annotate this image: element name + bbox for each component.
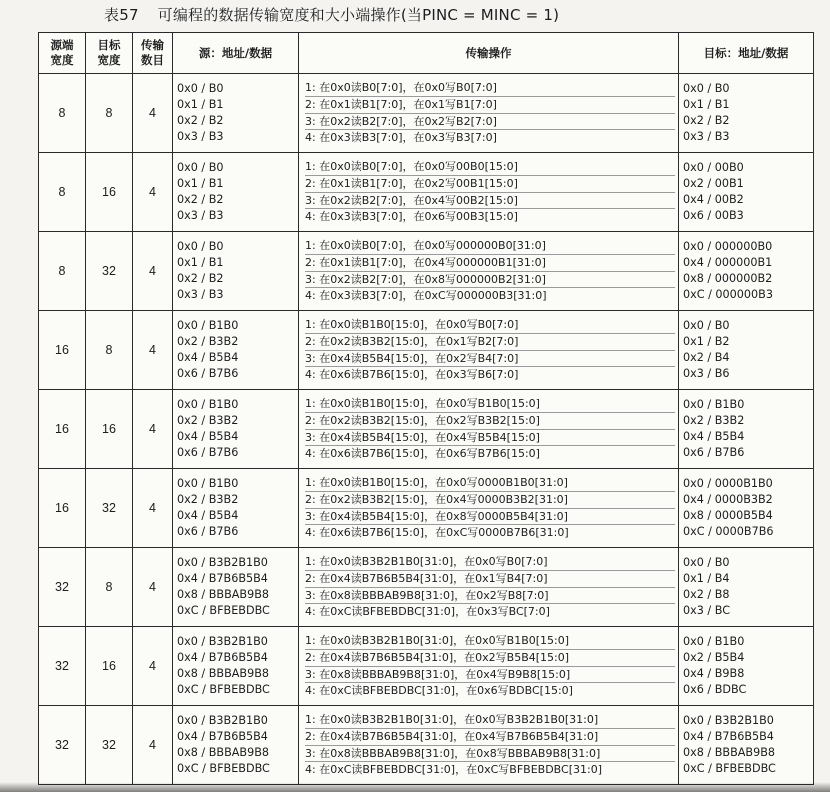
source-entry: 0x6 / B7B6 — [177, 366, 239, 380]
dest-entry: 0xC / 000000B3 — [683, 287, 773, 301]
dest-addr-data-cell — [679, 390, 814, 469]
dest-entry: 0x2 / 00B1 — [683, 177, 744, 191]
source-entry: 0x1 / B1 — [177, 98, 224, 112]
transfer-ops-cell — [299, 311, 679, 390]
table-title: 可编程的数据传输宽度和大小端操作(当PINC = MINC = 1) — [157, 6, 560, 24]
transfer-count-cell: 4 — [133, 548, 173, 627]
transfer-count-cell: 4 — [133, 469, 173, 548]
table-row — [39, 627, 814, 706]
transfer-op-line: 3: 在0x8读BBBAB9B8[31:0]，在0x8写BBBAB9B8[31:0] — [305, 746, 675, 763]
source-entry: 0x3 / B3 — [177, 208, 224, 222]
dest-width-cell: 32 — [86, 706, 133, 785]
dest-width-cell: 8 — [86, 548, 133, 627]
dest-entry: 0x0 / 000000B0 — [683, 240, 773, 254]
transfer-op-line: 1: 在0x0读B1B0[15:0]，在0x0写B1B0[15:0] — [305, 396, 675, 413]
dest-entry: 0x4 / B5B4 — [683, 430, 745, 443]
transfer-op-line: 3: 在0x4读B5B4[15:0]，在0x2写B4[7:0] — [305, 351, 675, 368]
dest-entry: 0x6 / 00B3 — [683, 208, 744, 222]
transfer-op-line: 4: 在0x6读B7B6[15:0]，在0x3写B6[7:0] — [305, 368, 519, 382]
transfer-op-line: 3: 在0x4读B5B4[15:0]，在0x4写B5B4[15:0] — [305, 430, 675, 447]
dest-addr-data-cell — [679, 627, 814, 706]
dest-entry: 0x4 / 0000B3B2 — [683, 493, 773, 507]
transfer-op-line: 4: 在0xC读BFBEBDBC[31:0]，在0x6写BDBC[15:0] — [305, 684, 573, 698]
dest-width-cell: 16 — [86, 627, 133, 706]
source-addr-data-cell — [173, 548, 299, 627]
source-entry: 0x4 / B5B4 — [177, 509, 239, 522]
dest-addr-data-cell — [679, 548, 814, 627]
header-source-addr-data: 源：地址/数据 — [173, 33, 299, 74]
source-entry: 0x2 / B3B2 — [177, 493, 239, 507]
dest-entry: 0xC / BFBEBDBC — [683, 761, 776, 775]
dest-entry: 0x2 / B4 — [683, 351, 730, 364]
transfer-op-line: 3: 在0x2读B2[7:0]，在0x4写00B2[15:0] — [305, 193, 675, 210]
source-addr-data-cell — [173, 74, 299, 153]
transfer-op-line: 1: 在0x0读B1B0[15:0]，在0x0写B0[7:0] — [305, 317, 675, 334]
transfer-width-table — [38, 32, 814, 785]
source-entry: 0x0 / B1B0 — [177, 319, 239, 333]
source-entry: 0x4 / B7B6B5B4 — [177, 730, 268, 744]
dest-width-cell: 8 — [86, 74, 133, 153]
source-entry: 0x6 / B7B6 — [177, 524, 239, 538]
transfer-op-line: 2: 在0x2读B3B2[15:0]，在0x1写B2[7:0] — [305, 334, 675, 351]
source-width-cell: 32 — [39, 627, 86, 706]
transfer-op-line: 4: 在0x6读B7B6[15:0]，在0xC写0000B7B6[31:0] — [305, 526, 569, 540]
source-entry: 0x4 / B5B4 — [177, 351, 239, 364]
transfer-op-line: 1: 在0x0读B0[7:0]，在0x0写000000B0[31:0] — [305, 238, 675, 255]
transfer-op-line: 1: 在0x0读B1B0[15:0]，在0x0写0000B1B0[31:0] — [305, 475, 675, 492]
dest-entry: 0x0 / B1B0 — [683, 398, 745, 412]
dest-entry: 0x0 / B1B0 — [683, 635, 745, 649]
source-width-cell: 32 — [39, 548, 86, 627]
source-entry: 0x2 / B3B2 — [177, 335, 239, 349]
source-entry: 0x0 / B0 — [177, 161, 224, 175]
header-dest-addr-data: 目标：地址/数据 — [679, 33, 814, 74]
source-width-cell: 8 — [39, 74, 86, 153]
dest-entry: 0x4 / B7B6B5B4 — [683, 730, 774, 744]
transfer-ops-cell — [299, 706, 679, 785]
source-entry: 0x0 / B1B0 — [177, 477, 239, 491]
dest-entry: 0x6 / B7B6 — [683, 445, 745, 459]
transfer-op-line: 4: 在0xC读BFBEBDBC[31:0]，在0x3写BC[7:0] — [305, 605, 550, 619]
dest-entry: 0x0 / B0 — [683, 556, 730, 570]
table-row — [39, 153, 814, 232]
transfer-op-line: 3: 在0x2读B2[7:0]，在0x2写B2[7:0] — [305, 114, 675, 131]
dest-entry: 0x2 / B5B4 — [683, 651, 745, 665]
transfer-op-line: 2: 在0x1读B1[7:0]，在0x1写B1[7:0] — [305, 97, 675, 114]
dest-entry: 0x1 / B1 — [683, 98, 730, 112]
source-addr-data-cell — [173, 627, 299, 706]
dest-entry: 0x0 / 00B0 — [683, 161, 744, 175]
transfer-op-line: 4: 在0x6读B7B6[15:0]，在0x6写B7B6[15:0] — [305, 447, 540, 461]
table-header-row — [39, 33, 814, 74]
source-width-cell: 8 — [39, 153, 86, 232]
source-entry: 0x2 / B2 — [177, 193, 224, 206]
source-entry: 0xC / BFBEBDBC — [177, 761, 270, 775]
table-row — [39, 706, 814, 785]
source-entry: 0x2 / B3B2 — [177, 414, 239, 428]
source-entry: 0x0 / B3B2B1B0 — [177, 714, 268, 728]
dest-entry: 0x2 / B8 — [683, 588, 730, 601]
source-entry: 0x2 / B2 — [177, 114, 224, 127]
transfer-op-line: 4: 在0x3读B3[7:0]，在0xC写000000B3[31:0] — [305, 289, 547, 303]
transfer-op-line: 2: 在0x4读B7B6B5B4[31:0]，在0x4写B7B6B5B4[31:0] — [305, 729, 675, 746]
source-entry: 0x8 / BBBAB9B8 — [177, 588, 270, 601]
source-width-cell: 16 — [39, 390, 86, 469]
transfer-ops-cell — [299, 469, 679, 548]
dest-entry: 0x0 / B0 — [683, 319, 730, 333]
source-addr-data-cell — [173, 469, 299, 548]
dest-width-cell: 16 — [86, 390, 133, 469]
dest-addr-data-cell — [679, 706, 814, 785]
dest-addr-data-cell — [679, 74, 814, 153]
transfer-op-line: 3: 在0x4读B5B4[15:0]，在0x8写0000B5B4[31:0] — [305, 509, 675, 526]
source-entry: 0x8 / BBBAB9B8 — [177, 667, 270, 680]
transfer-ops-cell — [299, 74, 679, 153]
source-entry: 0x4 / B7B6B5B4 — [177, 572, 268, 586]
dest-width-cell: 16 — [86, 153, 133, 232]
transfer-ops-cell — [299, 153, 679, 232]
dest-entry: 0xC / 0000B7B6 — [683, 524, 774, 538]
source-entry: 0x1 / B1 — [177, 256, 224, 270]
source-entry: 0x0 / B0 — [177, 82, 224, 96]
dest-width-cell: 8 — [86, 311, 133, 390]
transfer-op-line: 4: 在0x3读B3[7:0]，在0x3写B3[7:0] — [305, 131, 497, 145]
table-row — [39, 469, 814, 548]
dest-entry: 0x3 / BC — [683, 603, 731, 617]
transfer-op-line: 3: 在0x8读BBBAB9B8[31:0]，在0x2写B8[7:0] — [305, 588, 675, 605]
source-entry: 0x1 / B1 — [177, 177, 224, 191]
table-row — [39, 232, 814, 311]
source-addr-data-cell — [173, 706, 299, 785]
transfer-op-line: 2: 在0x1读B1[7:0]，在0x2写00B1[15:0] — [305, 176, 675, 193]
dest-entry: 0x2 / B2 — [683, 114, 730, 127]
table-row — [39, 311, 814, 390]
dest-addr-data-cell — [679, 232, 814, 311]
dest-width-cell: 32 — [86, 232, 133, 311]
transfer-op-line: 3: 在0x2读B2[7:0]，在0x8写000000B2[31:0] — [305, 272, 675, 289]
source-width-cell: 16 — [39, 311, 86, 390]
source-addr-data-cell — [173, 232, 299, 311]
transfer-count-cell: 4 — [133, 311, 173, 390]
transfer-count-cell: 4 — [133, 74, 173, 153]
dest-entry: 0x8 / 000000B2 — [683, 272, 773, 285]
header-transfer-count: 传输 数目 — [133, 33, 173, 74]
dest-entry: 0x4 / 00B2 — [683, 193, 744, 206]
dest-entry: 0x4 / B9B8 — [683, 667, 745, 680]
transfer-op-line: 2: 在0x1读B1[7:0]，在0x4写000000B1[31:0] — [305, 255, 675, 272]
dest-entry: 0x0 / B0 — [683, 82, 730, 96]
transfer-op-line: 1: 在0x0读B3B2B1B0[31:0]，在0x0写B0[7:0] — [305, 554, 675, 571]
transfer-op-line: 1: 在0x0读B3B2B1B0[31:0]，在0x0写B1B0[15:0] — [305, 633, 675, 650]
source-entry: 0x0 / B1B0 — [177, 398, 239, 412]
source-addr-data-cell — [173, 311, 299, 390]
transfer-ops-cell — [299, 627, 679, 706]
dest-entry: 0x4 / 000000B1 — [683, 256, 773, 270]
table-row — [39, 74, 814, 153]
source-entry: 0x3 / B3 — [177, 287, 224, 301]
dest-entry: 0x8 / BBBAB9B8 — [683, 746, 776, 759]
transfer-ops-cell — [299, 232, 679, 311]
source-entry: 0x4 / B5B4 — [177, 430, 239, 443]
header-transfer-ops: 传输操作 — [299, 33, 679, 74]
transfer-op-line: 1: 在0x0读B0[7:0]，在0x0写00B0[15:0] — [305, 159, 675, 176]
dest-entry: 0x6 / BDBC — [683, 682, 747, 696]
transfer-op-line: 2: 在0x4读B7B6B5B4[31:0]，在0x1写B4[7:0] — [305, 571, 675, 588]
source-width-cell: 32 — [39, 706, 86, 785]
transfer-ops-cell — [299, 548, 679, 627]
header-dest-width: 目标 宽度 — [86, 33, 133, 74]
dest-addr-data-cell — [679, 469, 814, 548]
source-addr-data-cell — [173, 390, 299, 469]
source-entry: 0x0 / B0 — [177, 240, 224, 254]
table-row — [39, 390, 814, 469]
dest-addr-data-cell — [679, 311, 814, 390]
source-entry: 0x0 / B3B2B1B0 — [177, 635, 268, 649]
source-entry: 0x2 / B2 — [177, 272, 224, 285]
dest-entry: 0x2 / B3B2 — [683, 414, 745, 428]
dest-entry: 0x0 / B3B2B1B0 — [683, 714, 774, 728]
transfer-op-line: 4: 在0xC读BFBEBDBC[31:0]，在0xC写BFBEBDBC[31:0] — [305, 763, 602, 777]
transfer-op-line: 3: 在0x8读BBBAB9B8[31:0]，在0x4写B9B8[15:0] — [305, 667, 675, 684]
header-source-width: 源端 宽度 — [39, 33, 86, 74]
dest-addr-data-cell — [679, 153, 814, 232]
table-row — [39, 548, 814, 627]
transfer-count-cell: 4 — [133, 153, 173, 232]
transfer-op-line: 2: 在0x4读B7B6B5B4[31:0]，在0x2写B5B4[15:0] — [305, 650, 675, 667]
source-entry: 0x4 / B7B6B5B4 — [177, 651, 268, 665]
table-number: 表57 — [104, 6, 139, 24]
dest-entry: 0x0 / 0000B1B0 — [683, 477, 773, 491]
source-width-cell: 16 — [39, 469, 86, 548]
transfer-op-line: 1: 在0x0读B3B2B1B0[31:0]，在0x0写B3B2B1B0[31:0] — [305, 712, 675, 729]
dest-entry: 0x3 / B3 — [683, 129, 730, 143]
bottom-edge-shadow — [0, 782, 830, 792]
dest-entry: 0x8 / 0000B5B4 — [683, 509, 773, 522]
dest-entry: 0x3 / B6 — [683, 366, 730, 380]
source-entry: 0xC / BFBEBDBC — [177, 603, 270, 617]
transfer-count-cell: 4 — [133, 627, 173, 706]
source-width-cell: 8 — [39, 232, 86, 311]
transfer-count-cell: 4 — [133, 232, 173, 311]
source-entry: 0x0 / B3B2B1B0 — [177, 556, 268, 570]
transfer-op-line: 2: 在0x2读B3B2[15:0]，在0x4写0000B3B2[31:0] — [305, 492, 675, 509]
transfer-op-line: 2: 在0x2读B3B2[15:0]，在0x2写B3B2[15:0] — [305, 413, 675, 430]
transfer-ops-cell — [299, 390, 679, 469]
transfer-count-cell: 4 — [133, 390, 173, 469]
source-entry: 0x8 / BBBAB9B8 — [177, 746, 270, 759]
transfer-count-cell: 4 — [133, 706, 173, 785]
dest-entry: 0x1 / B2 — [683, 335, 730, 349]
source-addr-data-cell — [173, 153, 299, 232]
table-caption — [104, 4, 559, 25]
transfer-op-line: 1: 在0x0读B0[7:0]，在0x0写B0[7:0] — [305, 80, 675, 97]
dest-width-cell: 32 — [86, 469, 133, 548]
source-entry: 0xC / BFBEBDBC — [177, 682, 270, 696]
dest-entry: 0x1 / B4 — [683, 572, 730, 586]
source-entry: 0x3 / B3 — [177, 129, 224, 143]
transfer-op-line: 4: 在0x3读B3[7:0]，在0x6写00B3[15:0] — [305, 210, 518, 224]
source-entry: 0x6 / B7B6 — [177, 445, 239, 459]
